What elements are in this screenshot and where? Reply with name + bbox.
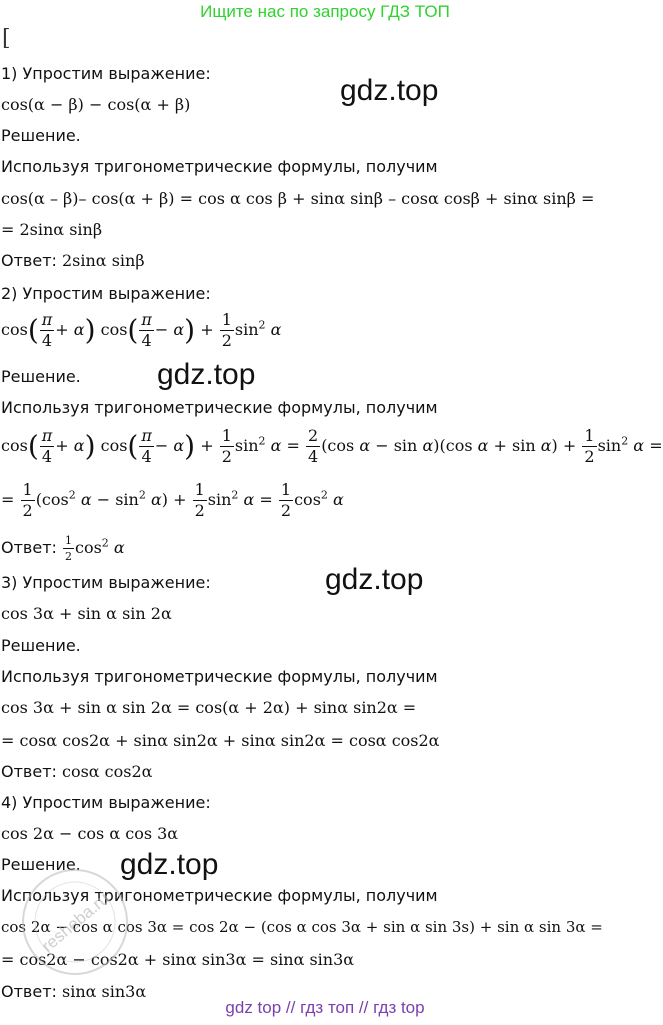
task3-expression: cos 3α + sin α sin 2α — [1, 604, 172, 623]
task4-using-label: Используя тригонометрические формулы, получим — [1, 886, 438, 905]
task3-solution-line2: = cosα cos2α + sinα sin2α + sinα sin2α = cosα cos2α — [1, 731, 440, 750]
watermark: gdz.top — [120, 848, 219, 881]
watermark: gdz.top — [325, 563, 424, 596]
task3-solution-line1: cos 3α + sin α sin 2α = cos(α + 2α) + sinα sin2α = — [1, 698, 417, 717]
task2-expression: cos( $\frac{\pi}{4}$ + α) cos( $\frac{\pi}{4}$ − α) + $\frac{1}{2}$ $\sin^2 \alpha$ — [1, 310, 282, 350]
task2-title: 2) Упростим выражение: — [1, 284, 211, 303]
task3-answer: Ответ: cosα cos2α — [1, 762, 153, 781]
task4-solution-line1: cos 2α − cos α cos 3α = cos 2α − (cos α cos 3α + sin α sin 3s) + sin α sin 3α = — [1, 918, 603, 936]
task4-solution-line2: = cos2α − cos2α + sinα sin3α = sinα sin3α — [1, 950, 355, 969]
bracket-mark: [ — [2, 26, 11, 51]
task3-title: 3) Упростим выражение: — [1, 573, 211, 592]
task1-using-label: Используя тригонометрические формулы, получим — [1, 157, 438, 176]
task2-solution-line1: cos( $\frac{\pi}{4}$ + α) cos( $\frac{\pi}{4}$ − α) + $\frac{1}{2}$ $\sin^2 \alpha$ = $\frac{2}{4}$ (cos α − sin α)(cos α + sin α) + $\frac{1}{2}$ $\sin^2 \alpha$ = — [1, 426, 663, 466]
watermark: gdz.top — [157, 358, 256, 391]
task3-decision-label: Решение. — [1, 636, 81, 655]
task4-expression: cos 2α − cos α cos 3α — [1, 824, 179, 843]
task1-decision-label: Решение. — [1, 126, 81, 145]
task3-using-label: Используя тригонометрические формулы, получим — [1, 667, 438, 686]
svg-text:resheba.ru: resheba.ru — [38, 888, 113, 956]
watermark: gdz.top — [340, 74, 439, 107]
task4-decision-label: Решение. — [1, 855, 81, 874]
footer-links: gdz top // гдз топ // гдз top — [225, 998, 425, 1017]
task2-solution-line2: = $\frac{1}{2}$ ($\cos^2$ $\alpha - \sin^2 \alpha$) + $\frac{1}{2}$ $\sin^2 \alpha$ = $\frac{1}{2}$ $\cos^2 \alpha$ — [1, 480, 344, 520]
top-banner: Ищите нас по запросу ГДЗ ТОП — [200, 2, 450, 21]
task4-title: 4) Упростим выражение: — [1, 793, 211, 812]
resheba-stamp — [15, 862, 135, 982]
task2-decision-label: Решение. — [1, 367, 81, 386]
task2-answer: Ответ: $\frac{1}{2}$ $\cos^2 \alpha$ — [1, 534, 125, 563]
task1-solution-line2: = 2sinα sinβ — [1, 220, 103, 239]
task1-title: 1) Упростим выражение: — [1, 64, 211, 83]
task1-answer: Ответ: 2sinα sinβ — [1, 251, 145, 270]
task4-answer: Ответ: sinα sin3α — [1, 982, 147, 1001]
task2-using-label: Используя тригонометрические формулы, получим — [1, 398, 438, 417]
task1-expression: cos(α − β) − cos(α + β) — [1, 95, 191, 114]
task1-solution-line1: cos(α – β)– cos(α + β) = cos α cos β + sinα sinβ – cosα cosβ + sinα sinβ = — [1, 189, 595, 208]
